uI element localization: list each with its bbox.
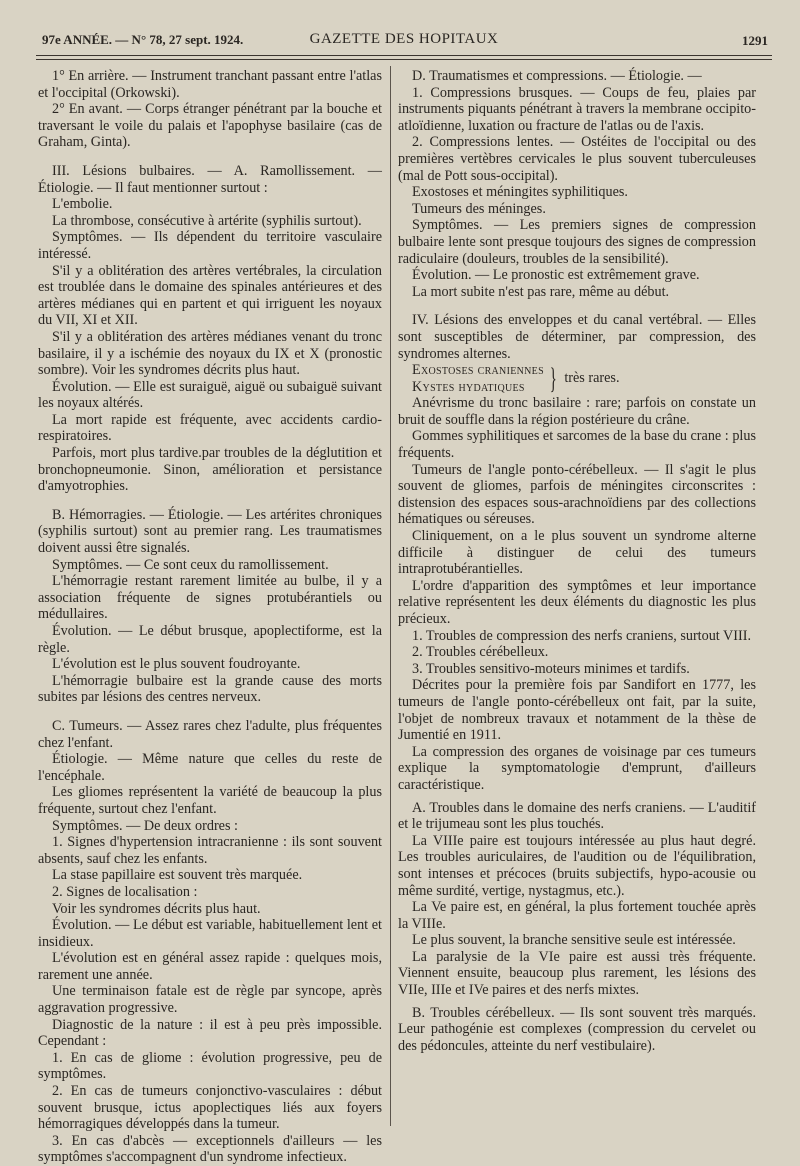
paragraph: L'ordre d'apparition des symptômes et leur importance relative représentent les deux éléments du diagnostic les plus précieux. xyxy=(398,577,756,627)
paragraph: Une terminaison fatale est de règle par syncope, après aggravation progressive. xyxy=(38,983,382,1017)
paragraph: 2° En avant. — Corps étranger pénétrant par la bouche et traversant le voile du palais et l'apophyse basilaire (cas de Graham, Ginta). xyxy=(38,101,382,151)
paragraph: 3. Troubles sensitivo-moteurs minimes et tardifs. xyxy=(412,660,690,677)
paragraph: L'hémorragie restant rarement limitée au bulbe, il y a association fréquente de signes protubérantiels ou médullaires. xyxy=(38,573,382,623)
page-header xyxy=(36,28,772,52)
paragraph: La paralysie de la VIe paire est aussi très fréquente. Viennent ensuite, beaucoup plus rarement, les lésions des VIIe, IIIe et IVe paires et des nerfs mixtes. xyxy=(398,948,756,999)
section-heading-bulbaires: III. Lésions bulbaires. — A. Ramollissement. — Étiologie. — Il faut mentionner surtout : xyxy=(38,162,382,196)
paragraph: S'il y a oblitération des artères vertébrales, la circulation est troublée dans le domaine des spinales antérieures et des artères médianes qui en partent et qui irriguent les noyaux du VII, XI et XII. xyxy=(38,262,382,329)
brace-group xyxy=(412,362,756,395)
brace-value: très rares. xyxy=(564,370,620,387)
journal-title: GAZETTE DES HOPITAUX xyxy=(309,31,499,47)
paragraph: Diagnostic de la nature : il est à peu près impossible. Cependant : xyxy=(38,1016,382,1050)
header-rule xyxy=(36,55,772,56)
paragraph: La mort subite n'est pas rare, même au début. xyxy=(412,283,670,300)
paragraph: B. Troubles cérébelleux. — Ils sont souvent très marqués. Leur pathogénie est complexes (compression du cervelet ou des pédoncules, atteinte du nerf vestibulaire). xyxy=(398,1004,756,1054)
subsection-tumeurs: C. Tumeurs. — Assez rares chez l'adulte, plus fréquentes chez l'enfant. xyxy=(38,717,382,751)
paragraph: Voir les syndromes décrits plus haut. xyxy=(52,900,261,917)
column-divider xyxy=(390,66,391,1126)
paragraph: L'hémorragie bulbaire est la grande cause des morts subites par lésions des centres nerveux. xyxy=(38,672,382,706)
brace-icon: } xyxy=(549,361,557,395)
left-column xyxy=(38,68,382,1166)
brace-item: Kystes hydatiques xyxy=(412,378,525,395)
paragraph: Évolution. — Le pronostic est extrêmement grave. xyxy=(412,267,700,284)
paragraph: Anévrisme du tronc basilaire : rare; parfois on constate un bruit de souffle dans la région postérieure du crâne. xyxy=(398,395,756,428)
page-number: 1291 xyxy=(742,33,768,48)
paragraph: 1. Signes d'hypertension intracranienne : ils sont souvent absents, sauf chez les enfants. xyxy=(38,834,382,867)
paragraph: La stase papillaire est souvent très marquée. xyxy=(52,867,303,884)
paragraph: 2. Compressions lentes. — Ostéites de l'occipital ou des premières vertèbres cervicales le plus souvent tuberculeuses (mal de Pott sous-occipital). xyxy=(398,134,756,184)
paragraph: 3. En cas d'abcès — exceptionnels d'ailleurs — les symptômes s'accompagnent d'un syndrome infectieux. xyxy=(38,1132,382,1166)
paragraph: S'il y a oblitération des artères médianes venant du tronc basilaire, il y a ischémie des noyaux du IX et X (pronostic sombre). Voir les syndromes décrits plus haut. xyxy=(38,328,382,379)
paragraph: Symptômes. — De deux ordres : xyxy=(52,817,238,834)
header-rule-thin xyxy=(36,59,772,60)
paragraph: Tumeurs de l'angle ponto-cérébelleux. — Il s'agit le plus souvent de gliomes, parfois de méningites circonscrites : distension des espaces sous-arachnoïdiens par des collections hématiques ou séreuses. xyxy=(398,461,756,528)
paragraph: La VIIIe paire est toujours intéressée au plus haut degré. Les troubles auriculaires, de l'audition ou de l'équilibration, sont intenses et précoces (bruits subjectifs, hypo-acousie ou même surdité, vertige, nystagmus, etc.). xyxy=(398,832,756,899)
paragraph: 2. Troubles cérébelleux. xyxy=(412,644,549,661)
paragraph: 1. Compressions brusques. — Coups de feu, plaies par instruments piquants pénétrant à travers la membrane occipito-atloïdienne, luxation ou fracture de l'atlas ou de l'axis. xyxy=(398,84,756,134)
paragraph: L'embolie. xyxy=(52,196,113,213)
paragraph: Symptômes. — Les premiers signes de compression bulbaire lente sont presque toujours des signes de compression radiculaire (douleurs, troubles de la sensibilité). xyxy=(398,217,756,267)
subsection-traumatismes: D. Traumatismes et compressions. — Étiologie. — xyxy=(412,68,702,84)
paragraph: La thrombose, consécutive à artérite (syphilis surtout). xyxy=(52,212,362,229)
paragraph: Évolution. — Elle est suraiguë, aiguë ou subaiguë suivant les noyaux altérés. xyxy=(38,378,382,412)
paragraph: 1° En arrière. — Instrument tranchant passant entre l'atlas et l'occipital (Orkowski). xyxy=(38,68,382,101)
paragraph: Symptômes. — Ce sont ceux du ramollissement. xyxy=(52,556,329,573)
paragraph: 1. Troubles de compression des nerfs craniens, surtout VIII. xyxy=(412,627,752,644)
paragraph: Parfois, mort plus tardive.par troubles de la déglutition et bronchopneumonie. Sinon, amélioration et persistance d'amyotrophies. xyxy=(38,445,382,495)
paragraph: Les gliomes représentent la variété de beaucoup la plus fréquente, surtout chez l'enfant. xyxy=(38,784,382,817)
paragraph: La compression des organes de voisinage par ces tumeurs explique la symptomatologie d'emprunt, d'ailleurs caractéristique. xyxy=(398,743,756,793)
paragraph: A. Troubles dans le domaine des nerfs craniens. — L'auditif et le trijumeau sont les plus touchés. xyxy=(398,799,756,833)
paragraph: Tumeurs des méninges. xyxy=(412,200,546,217)
subsection-hemorragies: B. Hémorragies. — Étiologie. — Les artérites chroniques (syphilis surtout) sont au premier rang. Les traumatismes doivent aussi être signalés. xyxy=(38,506,382,557)
paragraph: L'évolution est en général assez rapide : quelques mois, rarement une année. xyxy=(38,950,382,983)
paragraph: 2. Signes de localisation : xyxy=(52,883,198,900)
issue-info: 97e ANNÉE. — N° 78, 27 sept. 1924. xyxy=(42,32,244,47)
paragraph: Exostoses et méningites syphilitiques. xyxy=(412,184,628,201)
paragraph: L'évolution est le plus souvent foudroyante. xyxy=(52,656,301,673)
section-heading-enveloppes: IV. Lésions des enveloppes et du canal vertébral. — Elles sont susceptibles de déterminer, par compression, des syndromes alternes. xyxy=(398,312,756,362)
paragraph: Évolution. — Le début est variable, habituellement lent et insidieux. xyxy=(38,917,382,950)
right-column xyxy=(398,68,756,1054)
paragraph: Le plus souvent, la branche sensitive seule est intéressée. xyxy=(412,932,736,949)
paragraph: Évolution. — Le début brusque, apoplectiforme, est la règle. xyxy=(38,623,382,656)
paragraph: Symptômes. — Ils dépendent du territoire vasculaire intéressé. xyxy=(38,229,382,262)
paragraph: La Ve paire est, en général, la plus fortement touchée après la VIIIe. xyxy=(398,899,756,932)
paragraph: La mort rapide est fréquente, avec accidents cardio-respiratoires. xyxy=(38,411,382,445)
paragraph: 1. En cas de gliome : évolution progressive, peu de symptômes. xyxy=(38,1049,382,1083)
brace-item: Exostoses craniennes xyxy=(412,362,544,379)
paragraph: Gommes syphilitiques et sarcomes de la base du crane : plus fréquents. xyxy=(398,428,756,462)
paragraph: Étiologie. — Même nature que celles du reste de l'encéphale. xyxy=(38,751,382,784)
paragraph: 2. En cas de tumeurs conjonctivo-vasculaires : début souvent brusque, ictus apoplectiques liés aux foyers hémorragiques développés dans la tumeur. xyxy=(38,1083,382,1133)
paragraph: Cliniquement, on a le plus souvent un syndrome alterne difficile à distinguer de celui des tumeurs intraprotubérantielles. xyxy=(398,528,756,578)
paragraph: Décrites pour la première fois par Sandifort en 1777, les tumeurs de l'angle ponto-cérébelleux ont fait, par la suite, l'objet de nombreux travaux et notamment de la thèse de Jumentié en 1911. xyxy=(398,677,756,744)
